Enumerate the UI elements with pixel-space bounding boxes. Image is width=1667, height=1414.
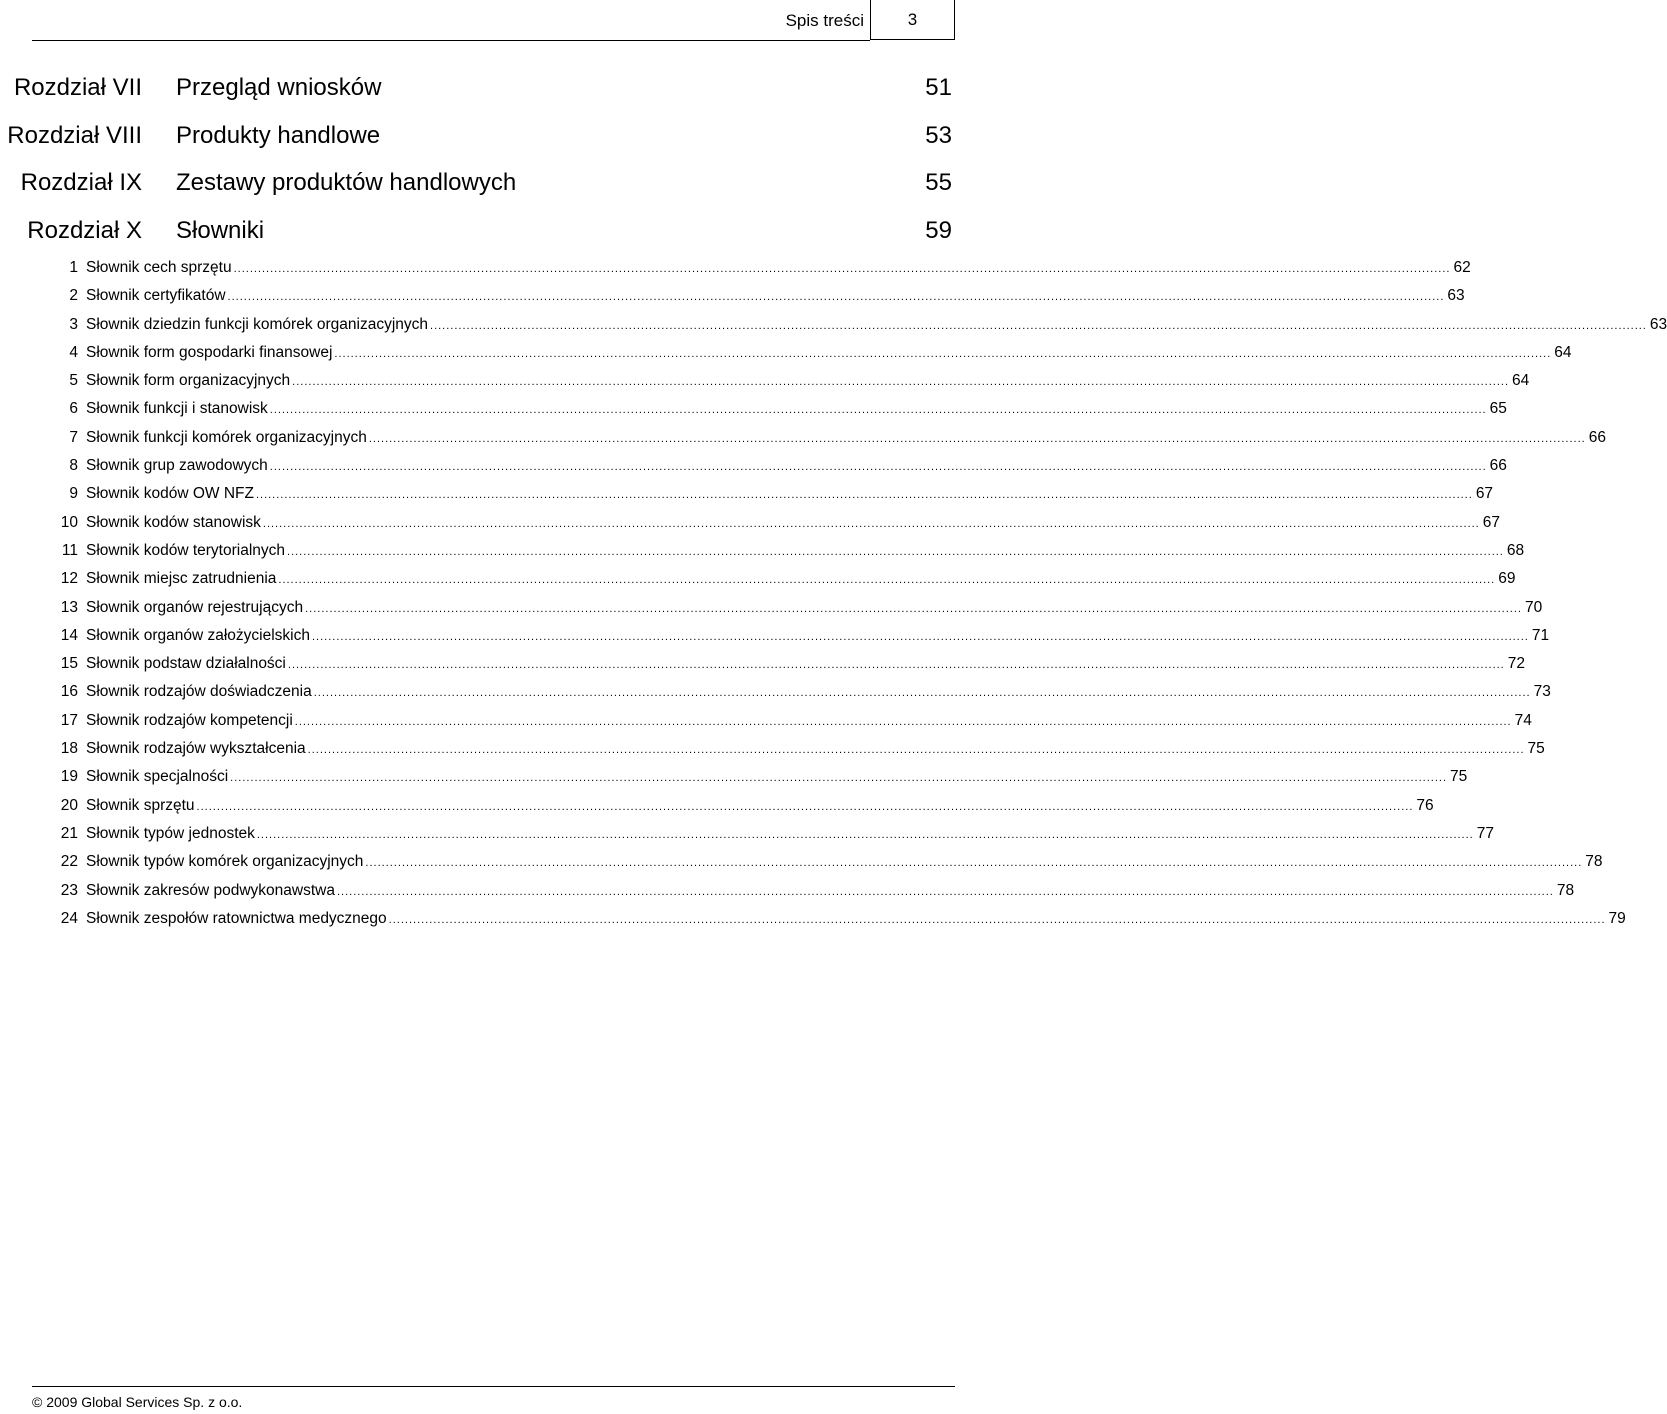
- entry-number: 13: [60, 598, 78, 616]
- toc-entry[interactable]: [0, 678, 1551, 706]
- entry-number: 12: [60, 570, 78, 588]
- entry-page: 72: [1507, 655, 1525, 673]
- entry-number: 22: [60, 853, 78, 871]
- chapter-title[interactable]: Zestawy produktów handlowych: [176, 169, 517, 196]
- toc-entry[interactable]: [0, 622, 1550, 650]
- chapter-label: Rozdział X: [27, 216, 142, 244]
- entry-number: 5: [69, 372, 78, 390]
- dot-leader: ............................................................................................................................................................................................................................................................................................................: [365, 857, 1583, 870]
- entry-title[interactable]: Słownik typów komórek organizacyjnych: [86, 853, 364, 871]
- entry-page: 73: [1533, 683, 1551, 701]
- toc-entry[interactable]: [0, 905, 1626, 933]
- entry-title[interactable]: Słownik organów założycielskich: [86, 626, 310, 644]
- entry-title[interactable]: Słownik kodów OW NFZ: [86, 485, 254, 503]
- toc-entry[interactable]: [0, 594, 1543, 622]
- entry-page: 64: [1554, 343, 1572, 361]
- dot-leader: ............................................................................................................................................................................................................................................................................................................: [430, 319, 1647, 332]
- entry-number: 8: [69, 457, 78, 475]
- entry-title[interactable]: Słownik form organizacyjnych: [86, 372, 291, 390]
- toc-entry[interactable]: [0, 339, 1572, 367]
- toc-entry[interactable]: [0, 452, 1507, 480]
- entry-number: 19: [60, 768, 78, 786]
- entry-title[interactable]: Słownik podstaw działalności: [86, 655, 286, 673]
- toc-entry[interactable]: [0, 565, 1516, 593]
- dot-leader: ............................................................................................................................................................................................................................................................................................................: [269, 404, 1487, 417]
- dot-leader: ............................................................................................................................................................................................................................................................................................................: [227, 291, 1445, 304]
- entry-number: 1: [69, 259, 78, 276]
- chapter-title[interactable]: Przegląd wniosków: [176, 74, 382, 101]
- chapter-row[interactable]: [0, 165, 960, 213]
- entry-title[interactable]: Słownik rodzajów kompetencji: [86, 711, 293, 729]
- dot-leader: ............................................................................................................................................................................................................................................................................................................: [305, 602, 1522, 615]
- dot-leader: ............................................................................................................................................................................................................................................................................................................: [388, 913, 1606, 926]
- chapter-label: Rozdział IX: [20, 169, 142, 196]
- entry-number: 4: [69, 343, 78, 361]
- toc-entry[interactable]: [0, 763, 1468, 791]
- entry-page: 77: [1476, 824, 1494, 842]
- entry-page: 79: [1608, 909, 1626, 927]
- entry-page: 76: [1416, 796, 1434, 814]
- entry-page: 66: [1588, 428, 1606, 446]
- dot-leader: ............................................................................................................................................................................................................................................................................................................: [368, 432, 1586, 445]
- toc-entry[interactable]: [0, 735, 1545, 763]
- entry-number: 17: [60, 711, 78, 729]
- toc-entry[interactable]: [0, 877, 1575, 905]
- chapter-label: Rozdział VII: [13, 74, 142, 101]
- dot-leader: ............................................................................................................................................................................................................................................................................................................: [269, 461, 1487, 474]
- entry-number: 21: [60, 824, 78, 842]
- dot-leader: ............................................................................................................................................................................................................................................................................................................: [336, 885, 1554, 898]
- chapter-list: [0, 70, 960, 260]
- entry-title[interactable]: Słownik zespołów ratownictwa medycznego: [86, 909, 387, 927]
- entry-page: 66: [1489, 457, 1507, 475]
- toc-entry[interactable]: [0, 848, 1603, 876]
- entry-page: 78: [1585, 853, 1603, 871]
- toc-entry[interactable]: [0, 792, 1434, 820]
- entry-page: 63: [1447, 287, 1465, 305]
- entry-page: 63: [1649, 315, 1667, 333]
- entry-number: 6: [69, 400, 78, 418]
- chapter-page: 53: [925, 121, 952, 149]
- dot-leader: ............................................................................................................................................................................................................................................................................................................: [294, 715, 1512, 728]
- dot-leader: ............................................................................................................................................................................................................................................................................................................: [287, 659, 1505, 672]
- entry-number: 3: [69, 315, 78, 333]
- chapter-row[interactable]: [0, 213, 960, 261]
- entry-title[interactable]: Słownik certyfikatów: [86, 287, 226, 305]
- toc-entry[interactable]: [0, 480, 1494, 508]
- dot-leader: ............................................................................................................................................................................................................................................................................................................: [312, 630, 1529, 643]
- toc-entry[interactable]: [0, 282, 1465, 310]
- toc-entry[interactable]: [0, 367, 1530, 395]
- chapter-page: 59: [925, 216, 952, 244]
- chapter-title[interactable]: Produkty handlowe: [176, 121, 381, 149]
- running-header-title: Spis treści: [785, 11, 864, 30]
- entry-page: 71: [1531, 626, 1550, 644]
- toc-entry[interactable]: [0, 509, 1500, 537]
- toc-entry[interactable]: [0, 311, 1667, 339]
- entry-page: 68: [1506, 541, 1525, 559]
- entry-page: 74: [1514, 711, 1532, 729]
- entry-title[interactable]: Słownik rodzajów wykształcenia: [86, 740, 306, 758]
- dot-leader: ............................................................................................................................................................................................................................................................................................................: [196, 800, 1414, 813]
- entry-page: 70: [1524, 598, 1543, 616]
- entry-page: 69: [1498, 570, 1516, 588]
- entry-title[interactable]: Słownik dziedzin funkcji komórek organizacyjnych: [86, 315, 429, 333]
- chapter-page: 51: [925, 74, 952, 101]
- page-number-box: [870, 0, 955, 40]
- entry-page: 75: [1450, 768, 1468, 786]
- footer-copyright: © 2009 Global Services Sp. z o.o.: [32, 1394, 243, 1410]
- entry-title[interactable]: Słownik funkcji komórek organizacyjnych: [86, 428, 367, 446]
- entry-title[interactable]: Słownik funkcji i stanowisk: [86, 400, 268, 418]
- toc-entry[interactable]: [0, 707, 1532, 735]
- dot-leader: ............................................................................................................................................................................................................................................................................................................: [230, 772, 1448, 785]
- chapter-row[interactable]: [0, 118, 960, 166]
- dot-leader: ............................................................................................................................................................................................................................................................................................................: [287, 545, 1504, 558]
- entry-number: 15: [60, 655, 78, 673]
- header-rule: [32, 40, 870, 41]
- entry-title[interactable]: Słownik typów jednostek: [86, 824, 255, 842]
- entry-page: 78: [1556, 881, 1575, 899]
- entry-page: 62: [1453, 259, 1471, 276]
- dot-leader: ............................................................................................................................................................................................................................................................................................................: [292, 376, 1510, 389]
- entry-page: 64: [1512, 372, 1530, 390]
- entry-title[interactable]: Słownik kodów stanowisk: [86, 513, 261, 531]
- entry-page: 67: [1482, 513, 1500, 531]
- entry-title[interactable]: Słownik sprzętu: [86, 796, 195, 814]
- dot-leader: ............................................................................................................................................................................................................................................................................................................: [262, 517, 1480, 530]
- entry-title[interactable]: Słownik cech sprzętu: [86, 259, 232, 276]
- toc-entry-list: [0, 254, 1667, 933]
- entry-number: 20: [60, 796, 78, 814]
- toc-entry[interactable]: [0, 395, 1507, 423]
- toc-entry[interactable]: [0, 650, 1525, 678]
- entry-page: 65: [1489, 400, 1507, 418]
- dot-leader: ............................................................................................................................................................................................................................................................................................................: [256, 828, 1474, 841]
- entry-page: 75: [1527, 740, 1545, 758]
- dot-leader: ............................................................................................................................................................................................................................................................................................................: [233, 263, 1451, 275]
- entry-number: 7: [69, 428, 78, 446]
- entry-number: 24: [60, 909, 78, 927]
- chapter-page: 55: [925, 169, 952, 196]
- entry-title[interactable]: Słownik organów rejestrujących: [86, 598, 304, 616]
- dot-leader: ............................................................................................................................................................................................................................................................................................................: [278, 574, 1496, 587]
- entry-title[interactable]: Słownik zakresów podwykonawstwa: [86, 881, 335, 899]
- entry-number: 18: [60, 740, 78, 758]
- entry-page: 67: [1475, 485, 1494, 503]
- footer-rule: [32, 1386, 955, 1387]
- toc-entry[interactable]: [0, 537, 1525, 565]
- entry-title[interactable]: Słownik grup zawodowych: [86, 457, 268, 475]
- page-number: 3: [907, 9, 918, 29]
- toc-entry[interactable]: [0, 254, 1471, 282]
- dot-leader: ............................................................................................................................................................................................................................................................................................................: [255, 489, 1473, 502]
- entry-title[interactable]: Słownik kodów terytorialnych: [86, 541, 286, 559]
- entry-number: 9: [69, 485, 78, 503]
- entry-title[interactable]: Słownik specjalności: [86, 768, 229, 786]
- dot-leader: ............................................................................................................................................................................................................................................................................................................: [334, 347, 1552, 360]
- dot-leader: ............................................................................................................................................................................................................................................................................................................: [307, 744, 1525, 757]
- dot-leader: ............................................................................................................................................................................................................................................................................................................: [313, 687, 1531, 700]
- entry-number: 11: [61, 541, 78, 559]
- entry-title[interactable]: Słownik rodzajów doświadczenia: [86, 683, 312, 701]
- entry-number: 14: [60, 626, 78, 644]
- entry-number: 10: [60, 513, 78, 531]
- toc-entry[interactable]: [0, 424, 1606, 452]
- entry-number: 2: [69, 287, 78, 305]
- entry-number: 16: [60, 683, 78, 701]
- entry-title[interactable]: Słownik form gospodarki finansowej: [86, 343, 333, 361]
- chapter-label: Rozdział VIII: [7, 121, 142, 149]
- toc-entry[interactable]: [0, 820, 1494, 848]
- entry-title[interactable]: Słownik miejsc zatrudnienia: [86, 570, 277, 588]
- chapter-row[interactable]: [0, 70, 960, 118]
- entry-number: 23: [60, 881, 78, 899]
- chapter-title[interactable]: Słowniki: [176, 216, 265, 244]
